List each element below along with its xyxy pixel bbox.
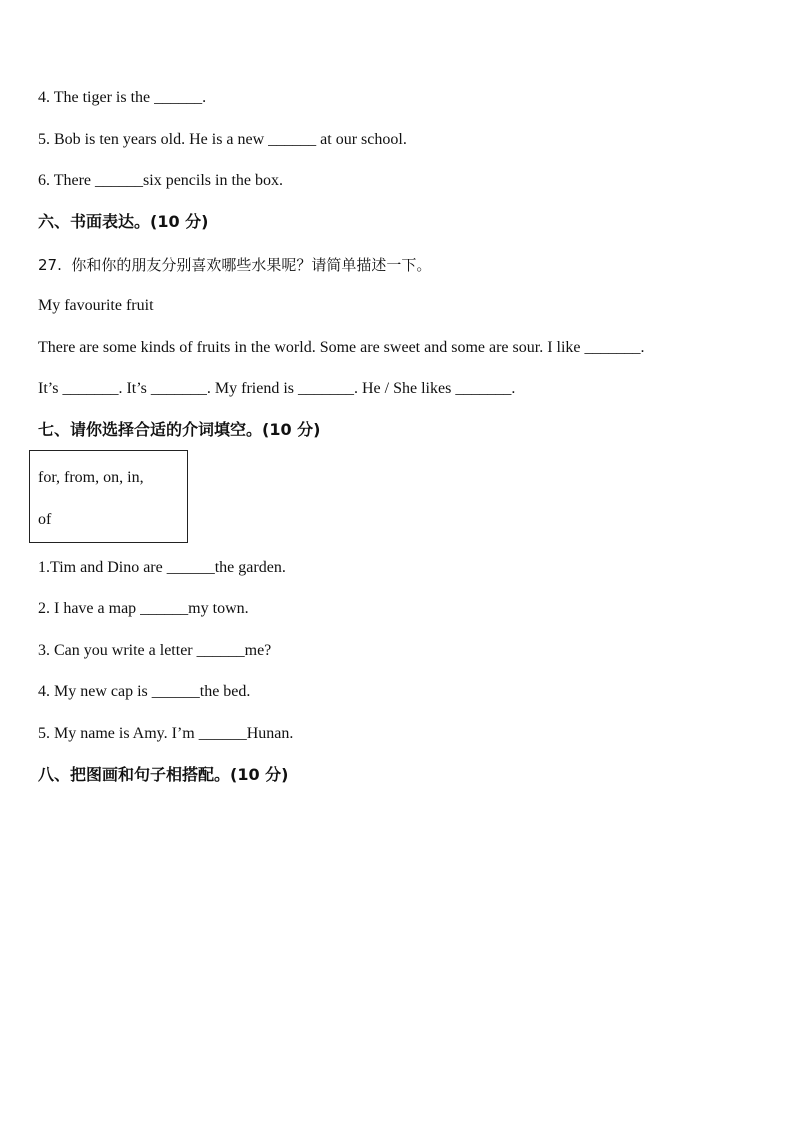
preposition-item-5: 5. My name is Amy. I’m ______Hunan. xyxy=(38,725,294,742)
sentence-item-5: 5. Bob is ten years old. He is a new ______ at our school. xyxy=(38,131,407,148)
writing-question: 27. 你和你的朋友分别喜欢哪些水果呢？请简单描述一下。 xyxy=(38,256,432,274)
essay-title: My favourite fruit xyxy=(38,297,154,314)
preposition-item-3: 3. Can you write a letter ______me? xyxy=(38,642,272,659)
section-8-heading: 八、把图画和句子相搭配。(10 分) xyxy=(38,765,289,784)
section-6-heading: 六、书面表达。(10 分) xyxy=(38,212,209,231)
sentence-item-6: 6. There ______six pencils in the box. xyxy=(38,172,283,189)
section-7-heading: 七、请你选择合适的介词填空。(10 分) xyxy=(38,420,321,439)
preposition-item-1: 1.Tim and Dino are ______the garden. xyxy=(38,559,286,576)
essay-line-2: It’s _______. It’s _______. My friend is _______. He / She likes _______. xyxy=(38,380,516,397)
preposition-item-4: 4. My new cap is ______the bed. xyxy=(38,683,251,700)
word-bank-box xyxy=(29,450,188,543)
word-bank-line-2: of xyxy=(38,511,52,528)
preposition-item-2: 2. I have a map ______my town. xyxy=(38,600,249,617)
essay-line-1: There are some kinds of fruits in the world. Some are sweet and some are sour. I like _______. xyxy=(38,339,645,356)
word-bank-line-1: for, from, on, in, xyxy=(38,469,144,486)
sentence-item-4: 4. The tiger is the ______. xyxy=(38,89,207,106)
